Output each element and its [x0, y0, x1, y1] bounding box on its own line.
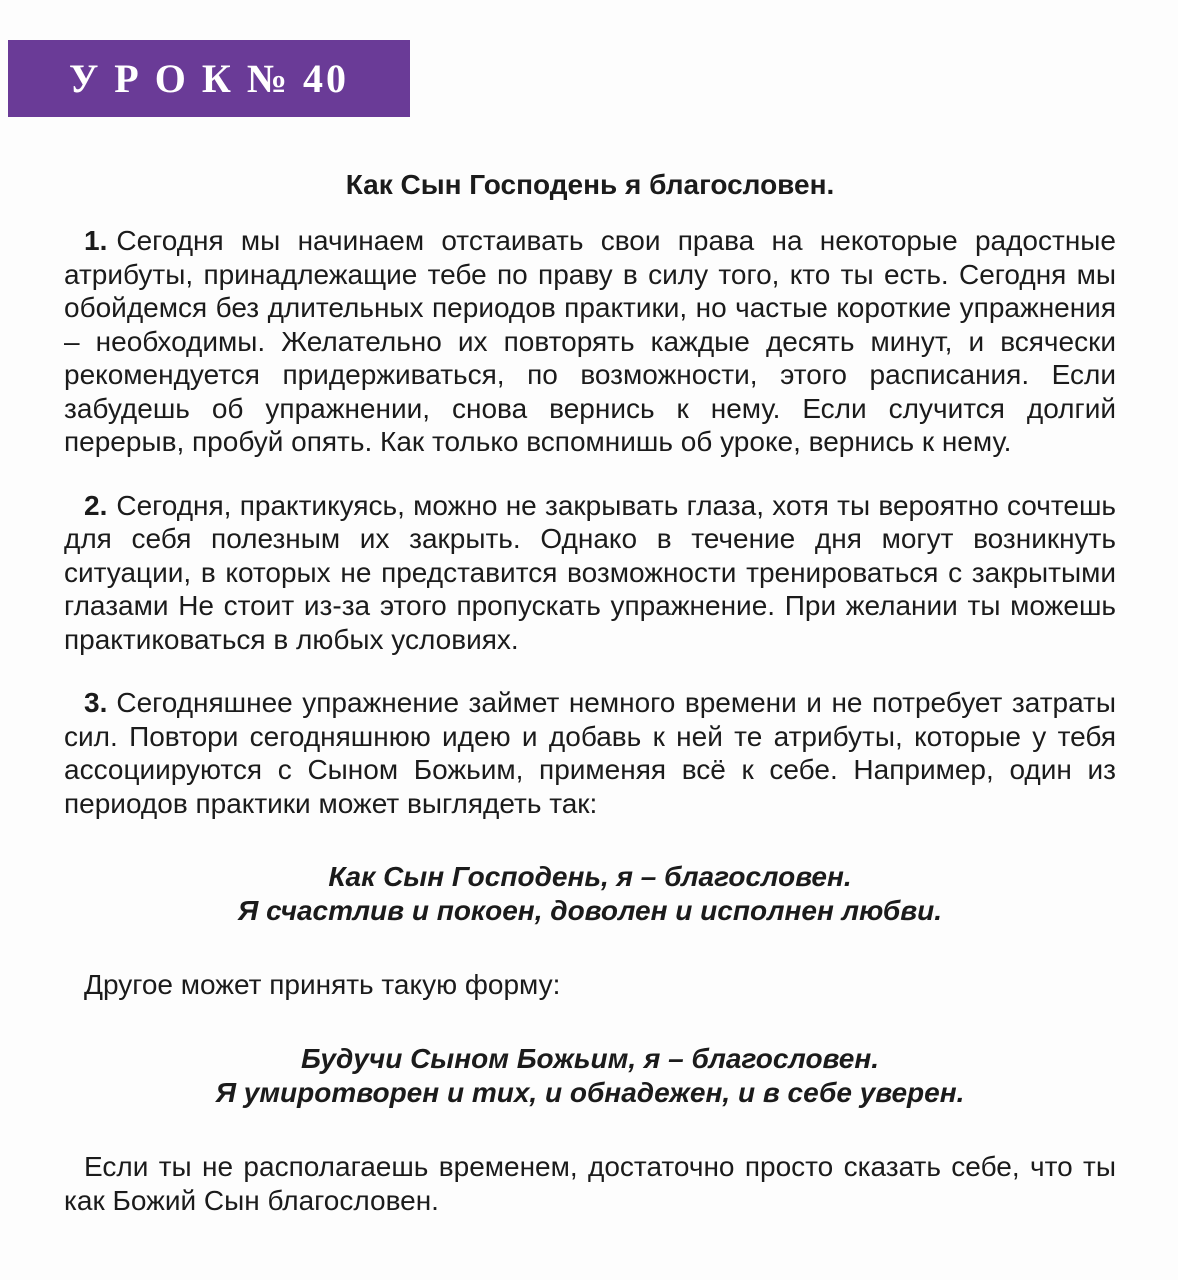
closing-paragraph: Если ты не располагаешь временем, достаточно просто сказать себе, что ты как Божий Сын благословен. — [64, 1151, 1116, 1216]
interlude-text: Другое может принять такую форму: — [84, 969, 561, 1000]
lesson-banner-label: У Р О К № 40 — [68, 56, 350, 101]
paragraph-1-text: Сегодня мы начинаем отстаивать свои права на некоторые радостные атрибуты, принадлежащие тебе по праву в силу того, кто ты есть. Сегодня мы обойдемся без длительных периодов практики, но частые короткие упражнения – необходимы. Желательно их повторять каждые десять минут, и всячески рекомендуется придерживаться, по возможности, этого расписания. Если забудешь об упражнении, снова вернись к нему. Если случится долгий перерыв, пробуй опять. Как только вспомнишь об уроке, вернись к нему. — [64, 225, 1116, 457]
paragraph-3 — [64, 686, 1116, 820]
paragraph-3-number: 3. — [84, 687, 108, 718]
paragraph-2-text: Сегодня, практикуясь, можно не закрывать глаза, хотя ты вероятно сочтешь для себя полезным их закрыть. Однако в течение дня могут возникнуть ситуации, в которых не представится возможности тренироваться с закрытыми глазами Не стоит из-за этого пропускать упражнение. При желании ты можешь практиковаться в любых условиях. — [64, 489, 1116, 655]
paragraph-1 — [64, 224, 1116, 459]
affirmation-block-2 — [64, 1042, 1116, 1110]
affirmation-block-1 — [64, 860, 1116, 928]
lesson-banner — [8, 40, 410, 117]
affirmation-2-line-2: Я умиротворен и тих, и обнадежен, и в себе уверен. — [215, 1077, 965, 1108]
page-title: Как Сын Господень я благословен. — [345, 169, 835, 200]
lesson-content — [64, 168, 1116, 1218]
paragraph-3-text: Сегодняшнее упражнение займет немного времени и не потребует затраты сил. Повтори сегодняшнюю идею и добавь к ней те атрибуты, которые у тебя ассоциируются с Сыном Божьим, применяя всё к себе. Например, один из периодов практики может выглядеть так: — [64, 687, 1116, 819]
paragraph-2-number: 2. — [84, 489, 108, 521]
paragraph-1-number: 1. — [84, 225, 108, 256]
paragraph-2 — [64, 489, 1116, 657]
affirmation-1-line-2: Я счастлив и покоен, доволен и исполнен любви. — [237, 895, 943, 926]
affirmation-2-line-1: Будучи Сыном Божьим, я – благословен. — [300, 1043, 880, 1074]
affirmation-1-line-1: Как Сын Господень, я – благословен. — [328, 861, 852, 892]
